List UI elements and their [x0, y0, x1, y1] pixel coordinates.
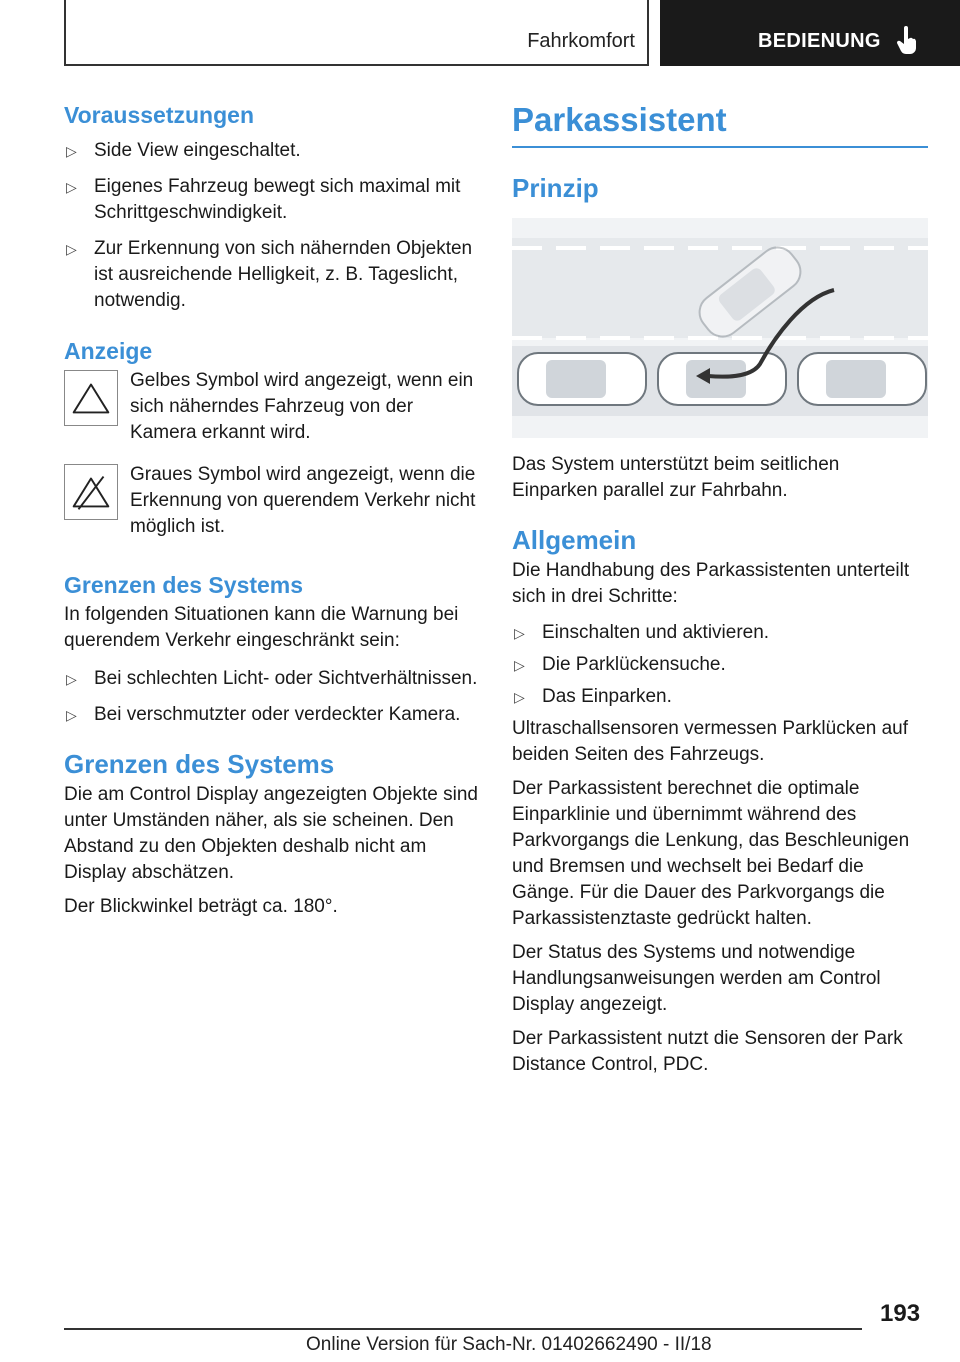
bullet-triangle-icon: ▷ — [514, 657, 525, 673]
list-item-text: Das Einparken. — [542, 686, 672, 707]
list-item — [64, 702, 482, 728]
paragraph: Der Parkassistent berechnet die optimale Einparklinie und übernimmt während des Parkvorgangs die Lenkung, das Beschleunigen und Bremsen und wechselt bei Bedarf die Gänge. Für die Dauer des Parkvorgangs die Parkassistenztaste gedrückt halten. — [512, 778, 910, 929]
display-symbol-row — [64, 462, 482, 540]
bullet-triangle-icon: ▷ — [66, 671, 77, 687]
list-item — [64, 236, 482, 314]
list-item-text: Side View eingeschaltet. — [94, 140, 301, 161]
list-item — [512, 620, 928, 646]
heading-grenzen-des-systems: Grenzen des Systems — [64, 749, 335, 779]
parking-diagram — [512, 218, 928, 438]
list-item-text: Zur Erkennung von sich nähernden Objekten ist ausreichende Helligkeit, z. B. Tageslicht, notwendig. — [94, 238, 473, 311]
footer-rule — [64, 1328, 862, 1330]
heading-prinzip: Prinzip — [512, 173, 599, 203]
right-column — [512, 100, 928, 1078]
bullet-triangle-icon: ▷ — [66, 241, 77, 257]
warning-triangle-icon — [64, 370, 118, 426]
list-item — [64, 174, 482, 226]
list-item — [64, 666, 482, 692]
display-symbol-text: Gelbes Symbol wird angezeigt, wenn ein sich näherndes Fahrzeug von der Kamera erkannt wird. — [130, 370, 474, 443]
paragraph: Die Handhabung des Parkassistenten unterteilt sich in drei Schritte: — [512, 560, 910, 607]
paragraph: Ultraschallsensoren vermessen Parklücken auf beiden Seiten des Fahrzeugs. — [512, 718, 909, 765]
display-symbol-row — [64, 368, 482, 446]
pointing-hand-icon — [896, 26, 918, 56]
list-item — [512, 684, 928, 710]
heading-allgemein: Allgemein — [512, 525, 637, 555]
parking-illustration — [512, 218, 928, 438]
list-item-text: Die Parklückensuche. — [542, 654, 726, 675]
paragraph: Der Blickwinkel beträgt ca. 180°. — [64, 896, 338, 917]
list-item — [512, 652, 928, 678]
heading-parkassistent: Parkassistent — [512, 101, 727, 138]
bullet-triangle-icon: ▷ — [66, 707, 77, 723]
bullet-triangle-icon: ▷ — [514, 625, 525, 641]
header-chapter-tab[interactable] — [660, 0, 960, 66]
paragraph: Die am Control Display angezeigten Objekte sind unter Umständen näher, als sie scheinen. Den Abstand zu den Objekten deshalb nicht am Display abschätzen. — [64, 784, 478, 883]
heading-rule — [512, 146, 928, 148]
left-column — [64, 100, 482, 920]
heading-voraussetzungen: Voraussetzungen — [64, 102, 254, 128]
figure-caption: Das System unterstützt beim seitlichen Einparken parallel zur Fahrbahn. — [512, 454, 840, 501]
paragraph: In folgenden Situationen kann die Warnung bei querendem Verkehr eingeschränkt sein: — [64, 604, 459, 651]
list-item-text: Eigenes Fahrzeug bewegt sich maximal mit Schrittgeschwindigkeit. — [94, 176, 461, 223]
bullet-triangle-icon: ▷ — [514, 689, 525, 705]
list-item — [64, 138, 482, 164]
warning-triangle-crossed-icon — [64, 464, 118, 520]
header-chapter-label: BEDIENUNG — [758, 30, 881, 52]
list-item-text: Bei schlechten Licht- oder Sichtverhältnissen. — [94, 668, 478, 689]
footer-online-version: Online Version für Sach-Nr. 01402662490 - II/18 — [306, 1334, 712, 1355]
page-number: 193 — [880, 1300, 921, 1327]
paragraph: Der Status des Systems und notwendige Handlungsanweisungen werden am Control Display angezeigt. — [512, 942, 881, 1015]
list-item-text: Einschalten und aktivieren. — [542, 622, 770, 643]
display-symbol-text: Graues Symbol wird angezeigt, wenn die Erkennung von querendem Verkehr nicht möglich ist. — [130, 464, 476, 537]
heading-anzeige: Anzeige — [64, 338, 153, 364]
header-section-box — [64, 0, 649, 66]
bullet-triangle-icon: ▷ — [66, 143, 77, 159]
list-item-text: Bei verschmutzter oder verdeckter Kamera. — [94, 704, 461, 725]
paragraph: Der Parkassistent nutzt die Sensoren der Park Distance Control, PDC. — [512, 1028, 903, 1075]
header-section-title: Fahrkomfort — [527, 30, 635, 52]
bullet-triangle-icon: ▷ — [66, 179, 77, 195]
heading-grenzen-des-systems: Grenzen des Systems — [64, 572, 304, 598]
